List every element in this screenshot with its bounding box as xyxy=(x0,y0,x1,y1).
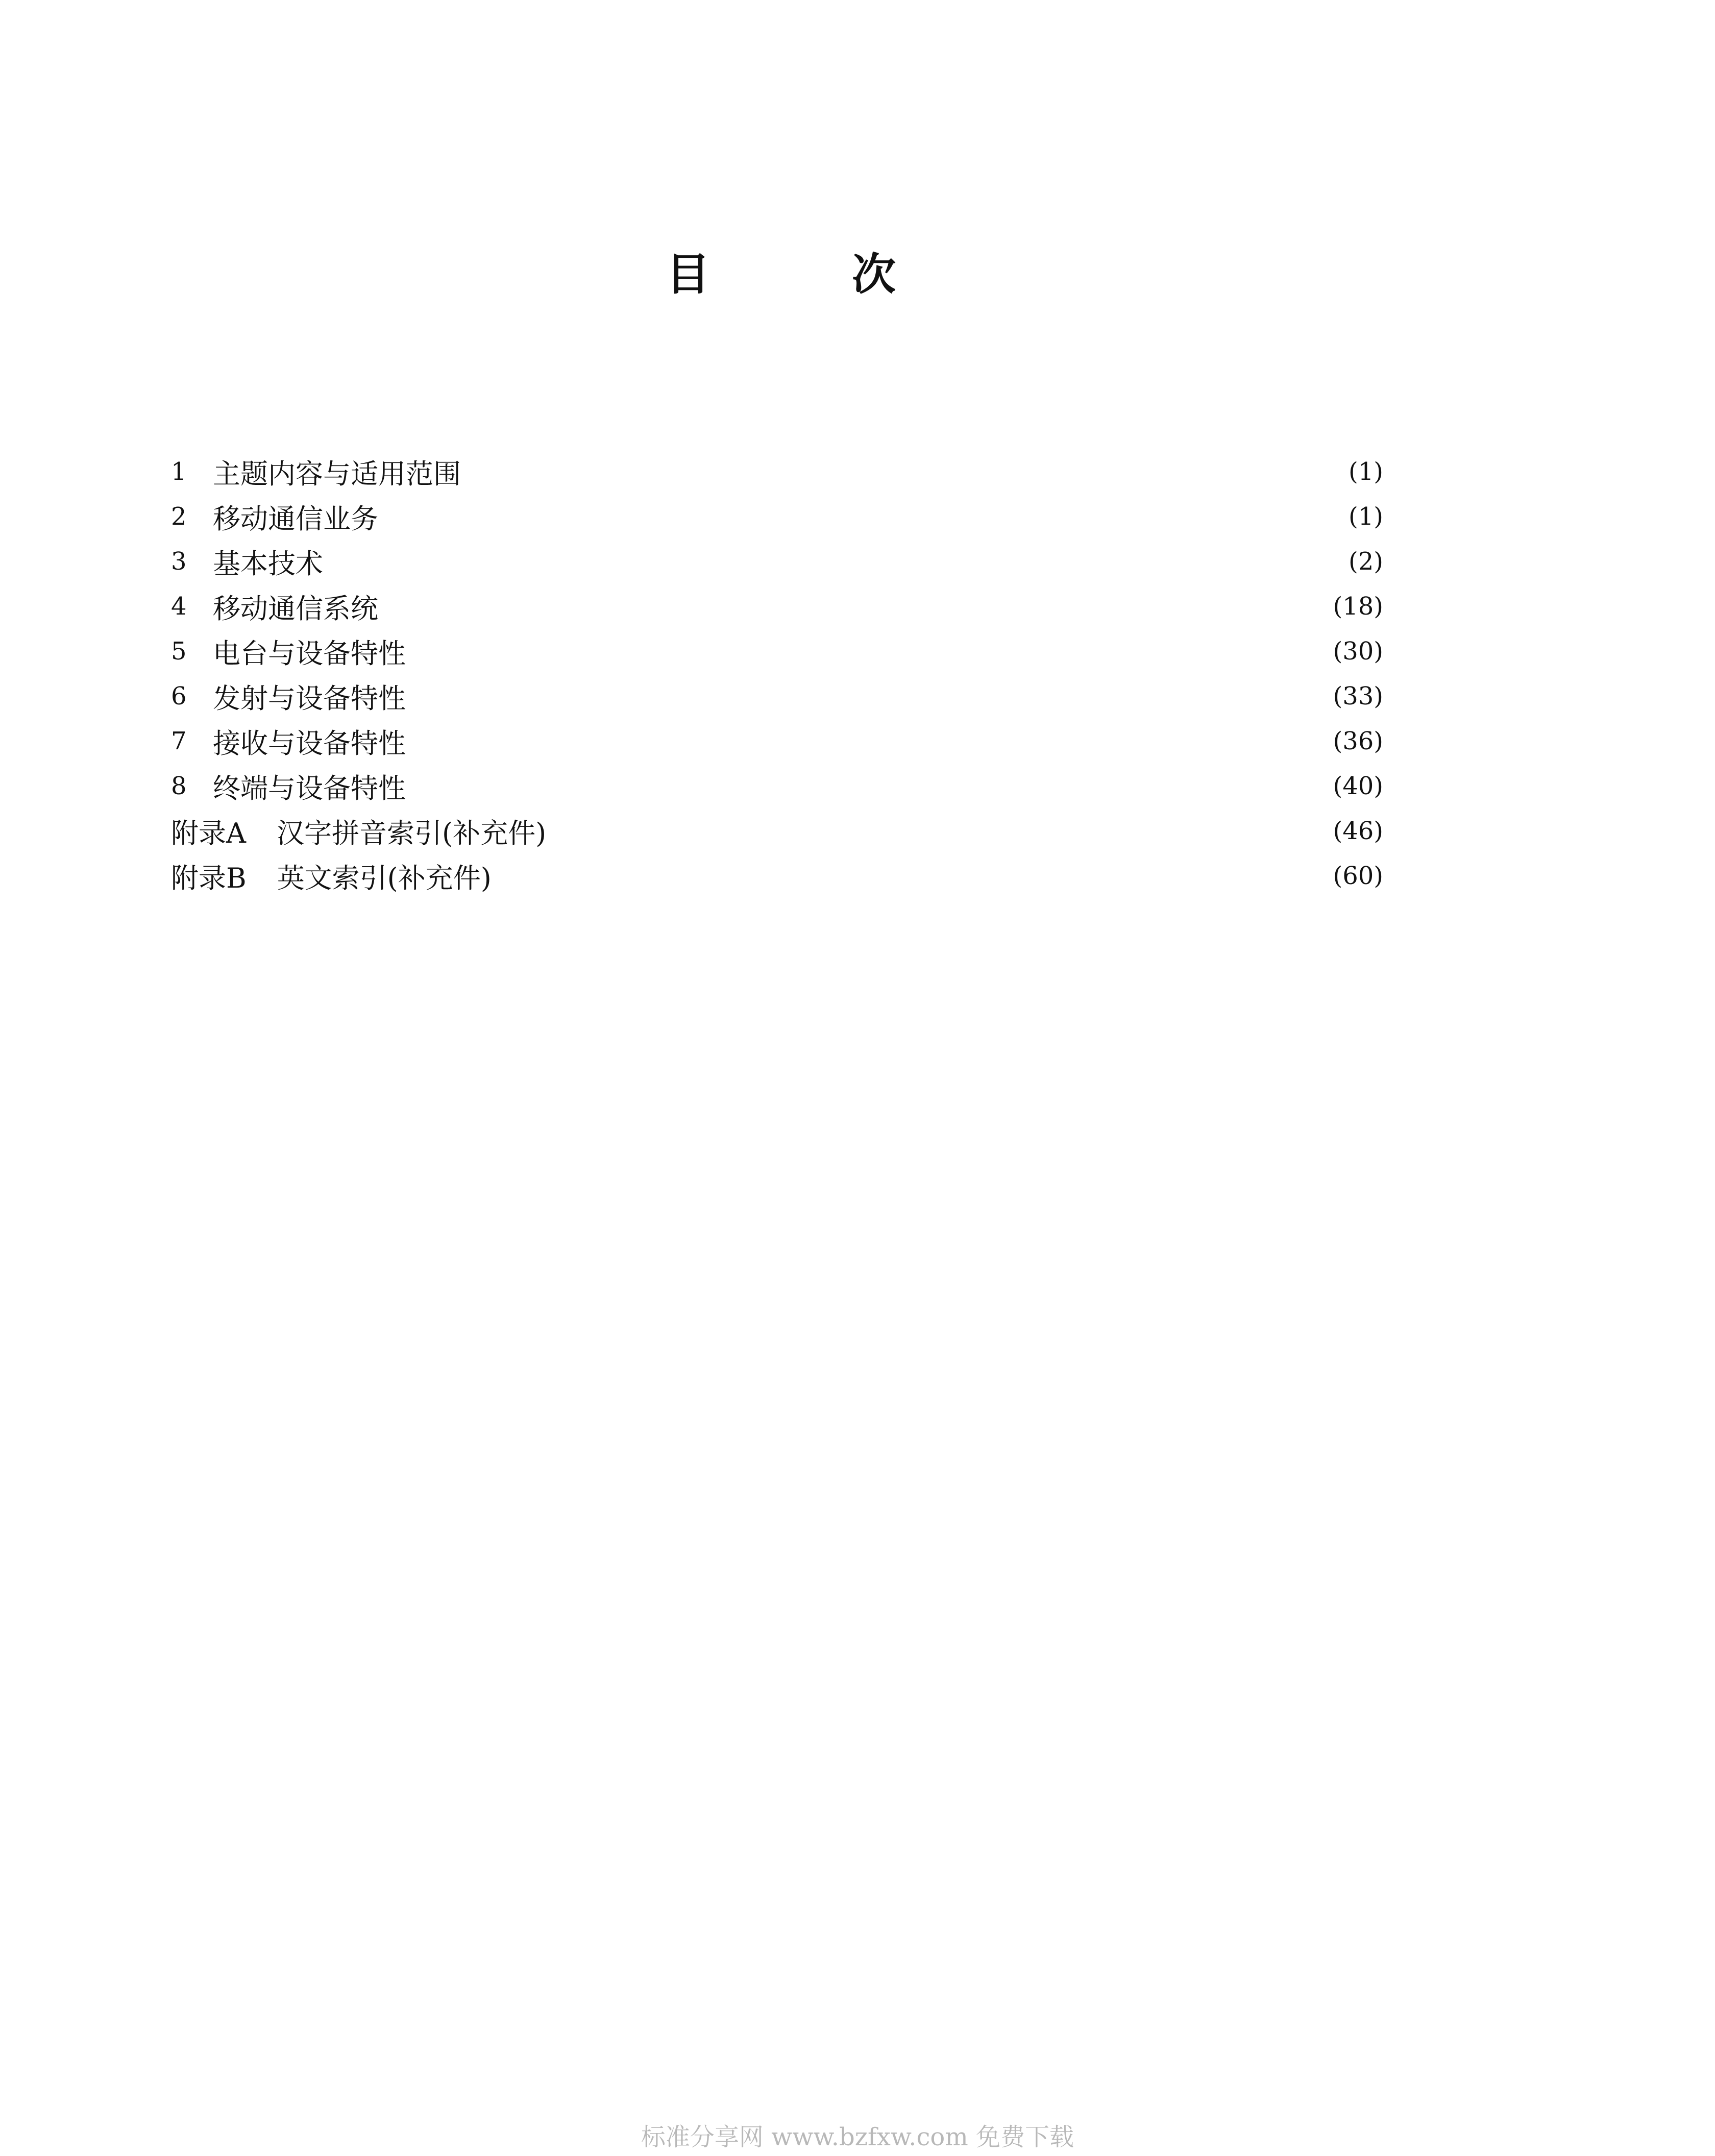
dot-leader xyxy=(555,817,1318,845)
appendix-prefix: 附录B xyxy=(171,862,247,894)
dot-leader xyxy=(470,458,1318,485)
toc-entry-number: 2 xyxy=(171,502,187,531)
toc-entry-page: (33) xyxy=(1333,682,1383,710)
toc-entry[interactable] xyxy=(171,539,1383,584)
toc-entry[interactable] xyxy=(171,449,1383,494)
dot-leader xyxy=(501,862,1318,890)
toc-entry-title: 接收与设备特性 xyxy=(213,727,406,760)
toc-entry-number: 7 xyxy=(171,727,187,755)
toc-entry-page: (2) xyxy=(1349,547,1383,576)
dot-leader xyxy=(415,638,1318,665)
dot-leader xyxy=(415,682,1318,710)
toc-entry-number: 4 xyxy=(171,592,187,621)
site-watermark-footer: 标准分享网 www.bzfxw.com 免费下载 xyxy=(641,2123,1074,2151)
page-title xyxy=(666,240,896,301)
toc-entry[interactable] xyxy=(171,719,1383,764)
toc-entry[interactable] xyxy=(171,764,1383,808)
toc-entry-title: 电台与设备特性 xyxy=(213,637,406,670)
toc-entry-title: 基本技术 xyxy=(213,547,323,580)
dot-leader xyxy=(415,772,1318,800)
toc-entry-page: (30) xyxy=(1333,637,1383,666)
toc-entry-number: 3 xyxy=(171,547,187,576)
toc-entry-page: (1) xyxy=(1349,457,1383,486)
toc-entry-page: (36) xyxy=(1333,727,1383,755)
toc-appendix-entry[interactable] xyxy=(171,853,1383,898)
toc-entry-number: 6 xyxy=(171,682,187,710)
toc-entry-page: (1) xyxy=(1349,502,1383,531)
toc-entry-title: 主题内容与适用范围 xyxy=(213,457,461,490)
toc-entry-title: 移动通信系统 xyxy=(213,592,378,625)
toc-entry-page: (18) xyxy=(1333,592,1383,621)
appendix-page: (60) xyxy=(1333,862,1383,890)
toc-entry[interactable] xyxy=(171,629,1383,674)
toc-entry-title: 发射与设备特性 xyxy=(213,682,406,715)
toc-entry-page: (40) xyxy=(1333,772,1383,800)
dot-leader xyxy=(415,727,1318,755)
toc-entry-number: 8 xyxy=(171,772,187,800)
toc-entry[interactable] xyxy=(171,674,1383,719)
dot-leader xyxy=(332,548,1318,575)
dot-leader xyxy=(387,593,1318,620)
table-of-contents xyxy=(171,449,1383,898)
appendix-title: 汉字拼音索引(补充件) xyxy=(277,817,547,849)
toc-entry-title: 终端与设备特性 xyxy=(213,772,406,804)
toc-entry[interactable] xyxy=(171,494,1383,539)
toc-entry-title: 移动通信业务 xyxy=(213,502,378,535)
dot-leader xyxy=(387,503,1318,530)
toc-entry[interactable] xyxy=(171,584,1383,629)
title-char-1: 目 xyxy=(666,249,710,300)
toc-appendix-entry[interactable] xyxy=(171,808,1383,853)
appendix-page: (46) xyxy=(1333,817,1383,845)
title-char-2: 次 xyxy=(852,249,896,300)
toc-entry-number: 1 xyxy=(171,457,187,486)
appendix-title: 英文索引(补充件) xyxy=(277,862,492,894)
toc-entry-number: 5 xyxy=(171,637,187,666)
appendix-prefix: 附录A xyxy=(171,817,246,849)
